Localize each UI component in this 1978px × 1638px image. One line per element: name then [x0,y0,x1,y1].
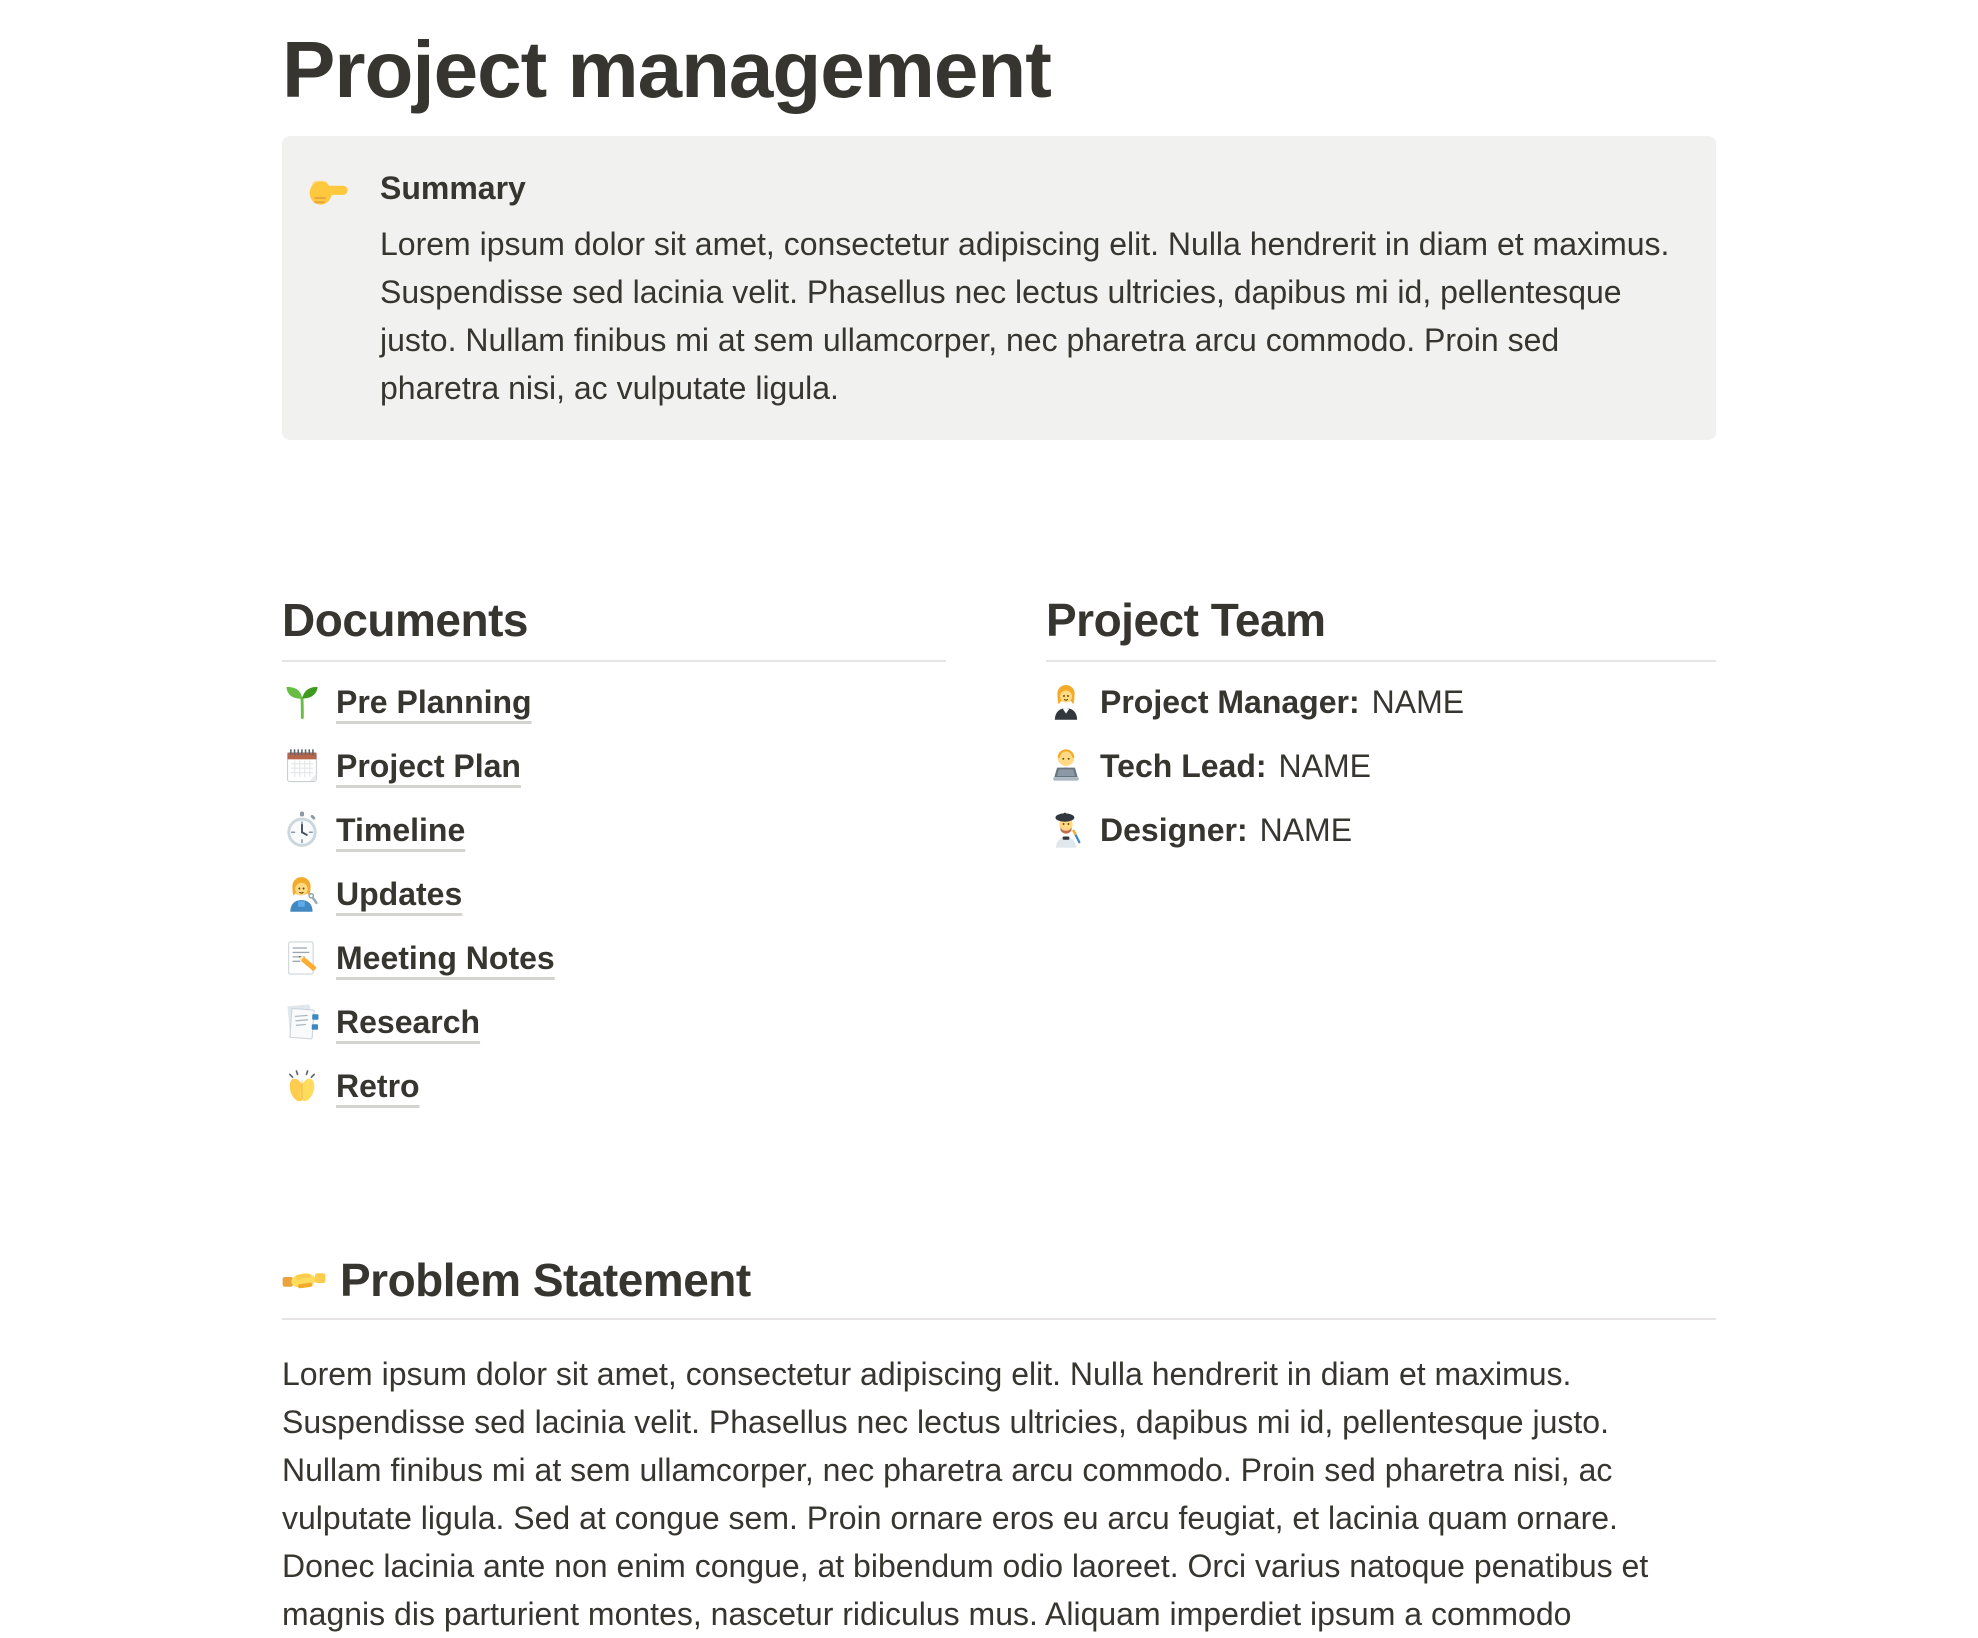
team-member-role: Tech Lead: [1100,747,1267,784]
bookmark-tabs-icon [282,1002,322,1042]
document-link[interactable] [282,990,946,1054]
memo-icon [282,938,322,978]
spiral-calendar-icon [282,746,322,786]
page-title: Project management [282,25,1051,114]
seedling-icon [282,682,322,722]
point-right-icon [306,168,350,212]
document-link[interactable] [282,798,946,862]
documents-list [282,670,946,1118]
document-link-label: Updates [336,876,463,912]
man-technologist-icon [1046,746,1086,786]
page-content [282,0,1716,1638]
documents-heading: Documents [282,594,528,646]
document-link[interactable] [282,862,946,926]
document-link-label: Pre Planning [336,684,532,720]
stopwatch-icon [282,810,322,850]
team-list [1046,670,1716,862]
document-link-label: Timeline [336,812,466,848]
document-link[interactable] [282,670,946,734]
summary-callout-body: Lorem ipsum dolor sit amet, consectetur adipiscing elit. Nulla hendrerit in diam et maximus. Suspendisse sed lacinia velit. Phasellus nec lectus ultricies, dapibus mi id, pellentesque justo. Nullam finibus mi at sem ullamcorper, nec pharetra arcu commodo. Proin sed pharetra nisi, ac vulputate ligula. [380,226,1670,406]
problem-statement-heading [282,1250,1716,1310]
problem-statement-divider [282,1318,1716,1320]
team-member-role: Project Manager: [1100,683,1360,720]
man-artist-icon [1046,810,1086,850]
document-link-label: Meeting Notes [336,940,555,976]
team-member-role: Designer: [1100,811,1248,848]
team-member-row [1046,670,1716,734]
problem-statement-section [282,1250,1716,1638]
team-divider [1046,660,1716,662]
document-link-label: Retro [336,1068,420,1104]
woman-mechanic-icon [282,874,322,914]
team-heading: Project Team [1046,594,1326,646]
document-link[interactable] [282,926,946,990]
document-link[interactable] [282,1054,946,1118]
documents-divider [282,660,946,662]
team-member-row [1046,734,1716,798]
woman-office-worker-icon [1046,682,1086,722]
team-column [1046,590,1716,1118]
team-member-row [1046,798,1716,862]
team-member-name: NAME [1371,683,1465,720]
document-link-label: Project Plan [336,748,521,784]
problem-statement-body: Lorem ipsum dolor sit amet, consectetur adipiscing elit. Nulla hendrerit in diam et maximus. Suspendisse sed lacinia velit. Phasellus nec lectus ultricies, dapibus mi id, pellentesque justo. Nullam finibus mi at sem ullamcorper, nec pharetra arcu commodo. Proin sed pharetra nisi, ac vulputate ligula. Sed at congue sem. Proin ornare eros eu arcu feugiat, et lacinia quam ornare. Donec lacinia ante non enim congue, at bibendum odio laoreet. Orci varius natoque penatibus et magnis dis parturient montes, nascetur ridiculus mus. Aliquam imperdiet ipsum a commodo [282,1356,1649,1632]
team-member-name: NAME [1259,811,1353,848]
summary-callout-title: Summary [380,170,526,206]
summary-callout-content [380,164,1680,412]
clapping-hands-icon [282,1066,322,1106]
handshake-icon [282,1258,326,1302]
documents-column [282,590,946,1118]
document-link-label: Research [336,1004,481,1040]
problem-statement-heading-text: Problem Statement [340,1254,751,1306]
team-member-name: NAME [1278,747,1371,784]
two-column-section [282,590,1716,1118]
summary-callout [282,136,1716,440]
document-link[interactable] [282,734,946,798]
